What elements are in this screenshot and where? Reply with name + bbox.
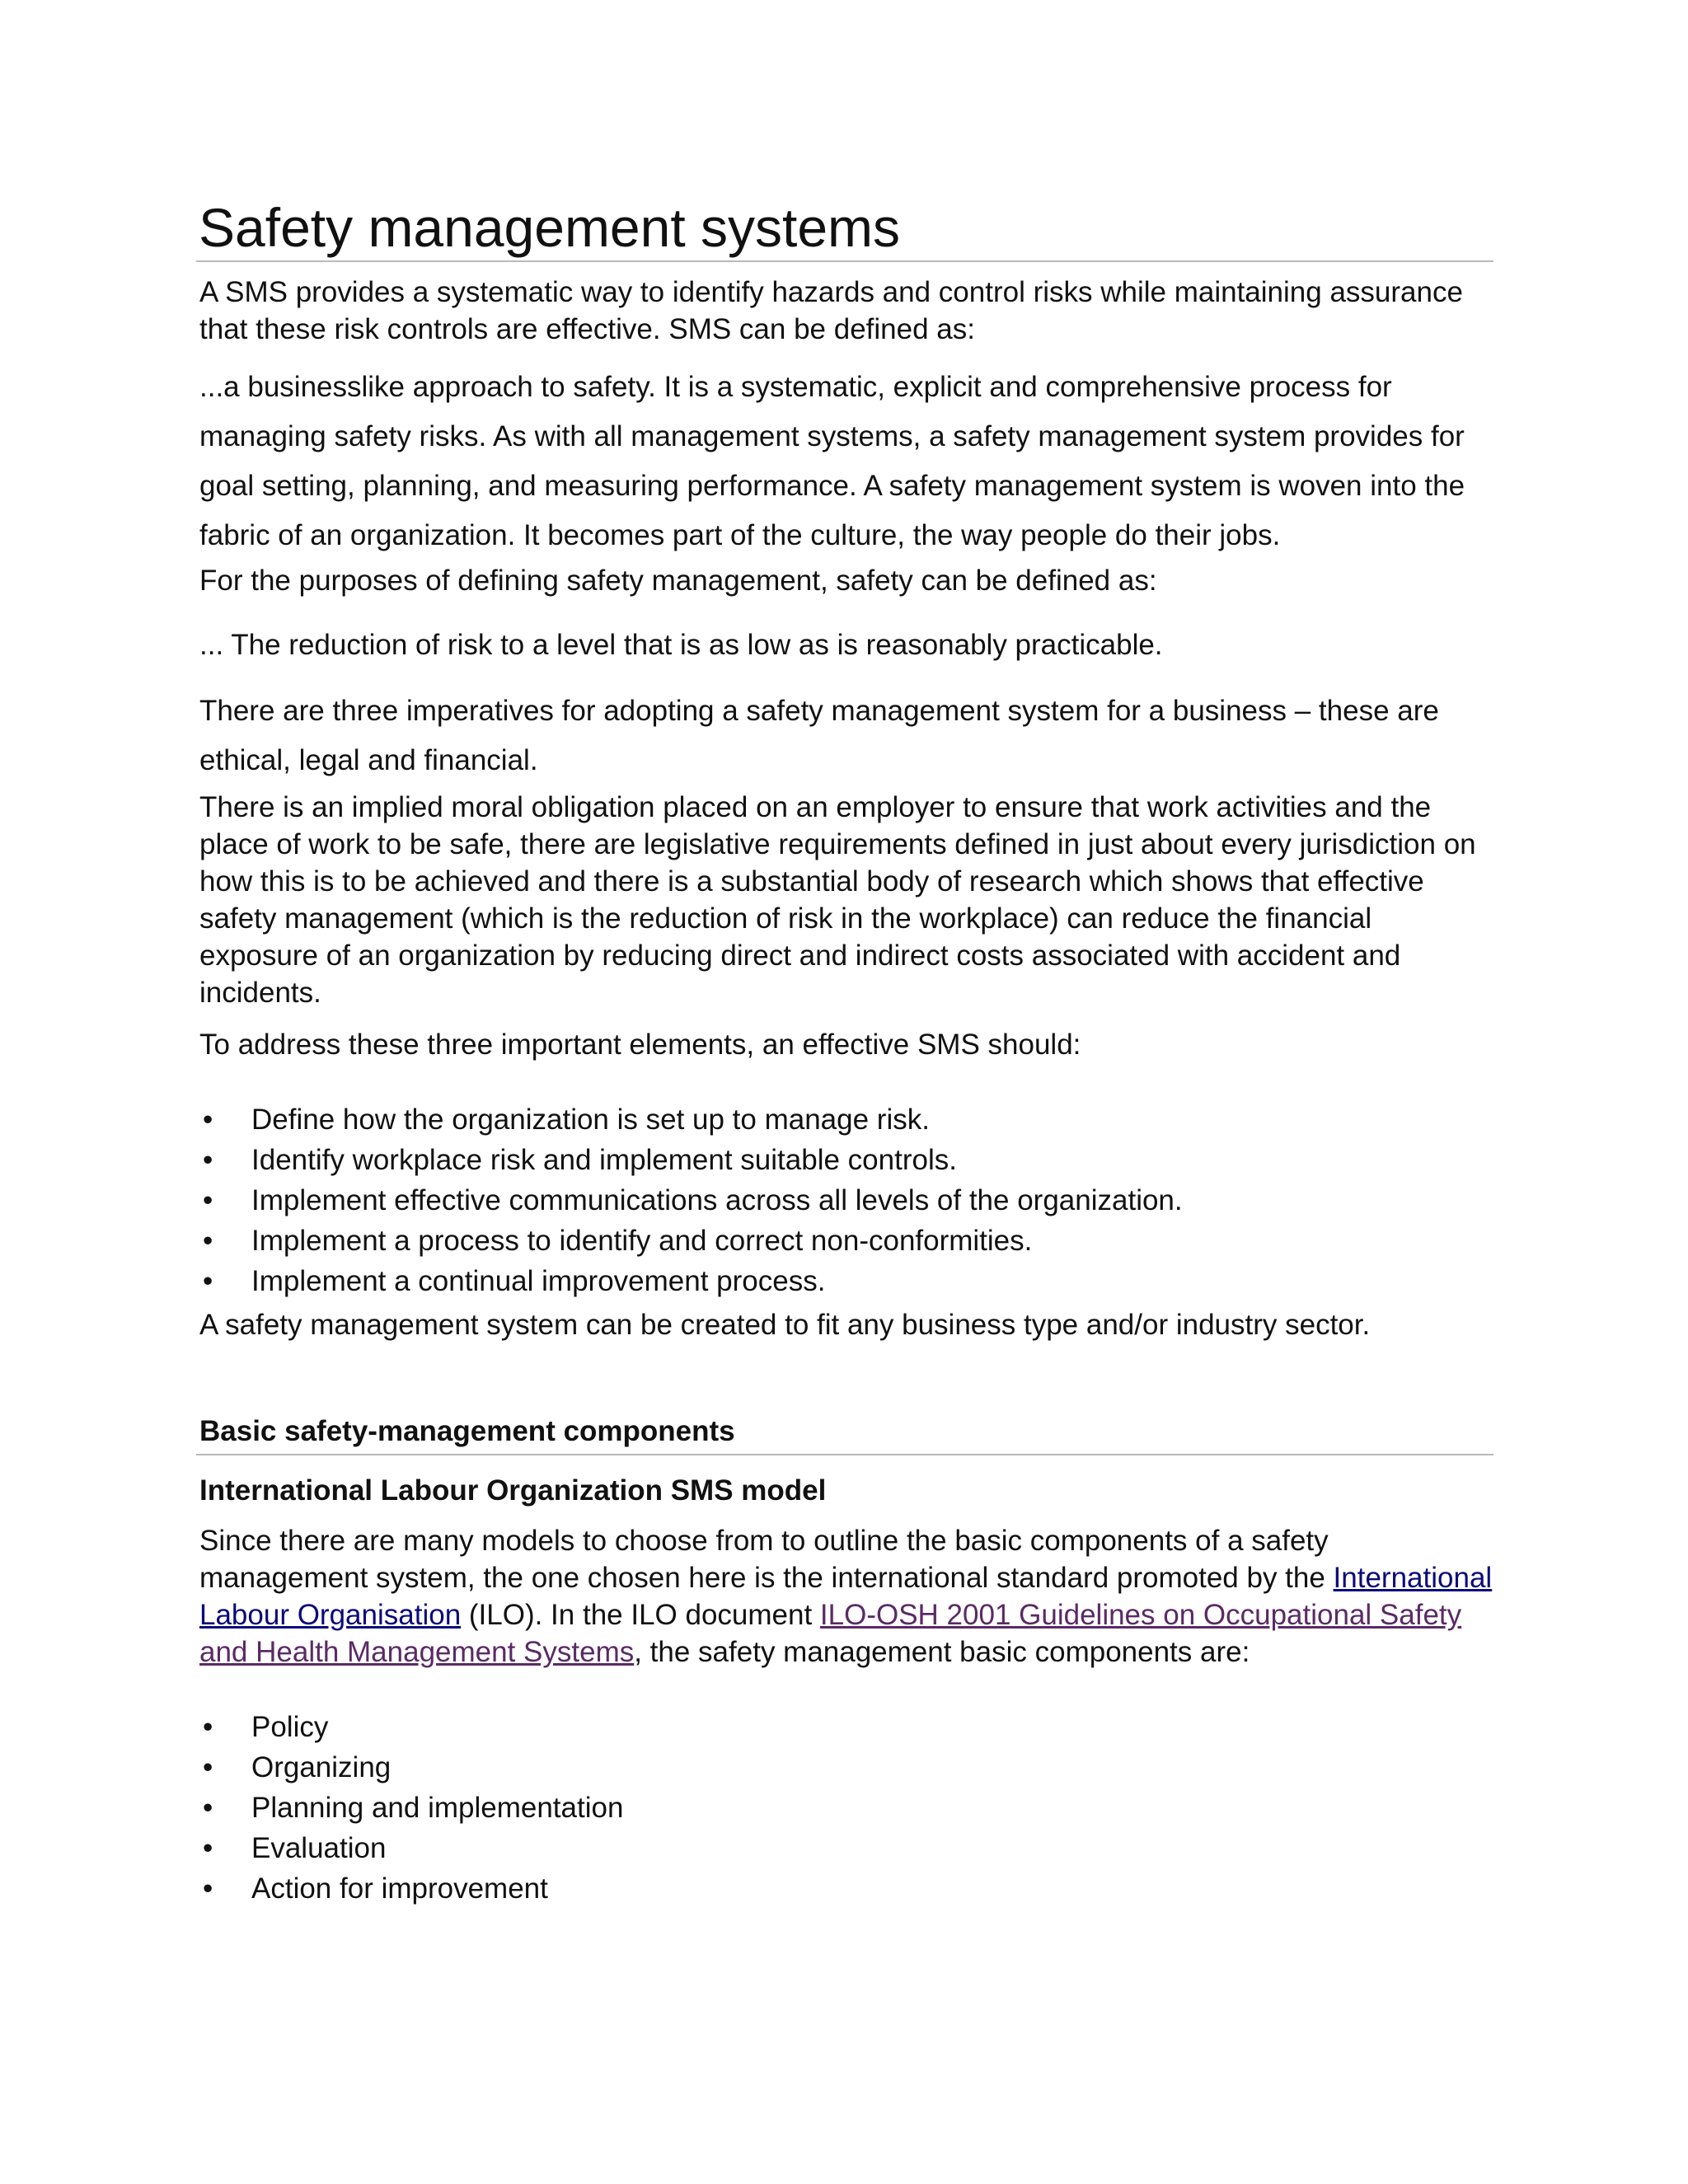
bullet-icon: • bbox=[203, 1832, 213, 1864]
list-item: • Implement a continual improvement process. bbox=[196, 1261, 1493, 1301]
ilo-heading: International Labour Organization SMS model bbox=[199, 1474, 827, 1507]
list-item: • Action for improvement bbox=[196, 1868, 1493, 1909]
components-list bbox=[196, 1707, 1493, 1909]
imperatives-paragraph: There are three imperatives for adopting a safety management system for a business – these are ethical, legal and financial. bbox=[199, 695, 1439, 776]
bullet-icon: • bbox=[203, 1792, 213, 1824]
bullet-icon: • bbox=[203, 1104, 213, 1136]
bullet-icon: • bbox=[203, 1225, 213, 1257]
list-item: • Identify workplace risk and implement suitable controls. bbox=[196, 1140, 1493, 1180]
list-item: • Define how the organization is set up to manage risk. bbox=[196, 1099, 1493, 1140]
bullet-icon: • bbox=[203, 1711, 213, 1743]
list-item: • Implement a process to identify and correct non-conformities. bbox=[196, 1221, 1493, 1261]
safety-definition-paragraph: For the purposes of defining safety management, safety can be defined as: bbox=[199, 565, 1157, 597]
bullet-icon: • bbox=[203, 1751, 213, 1783]
bullet-icon: • bbox=[203, 1184, 213, 1216]
bullet-icon: • bbox=[203, 1144, 213, 1176]
ilo-osh-guidelines-link[interactable]: ILO-OSH 2001 Guidelines on Occupational Safety and Health Management Systems bbox=[199, 1599, 1462, 1668]
list-item: • Policy bbox=[196, 1707, 1493, 1747]
list-item: • Planning and implementation bbox=[196, 1788, 1493, 1828]
document-page bbox=[196, 196, 1493, 1909]
list-item: • Evaluation bbox=[196, 1828, 1493, 1868]
list-item: • Organizing bbox=[196, 1747, 1493, 1788]
ilo-link[interactable]: International Labour Organisation bbox=[199, 1562, 1493, 1631]
bullet-icon: • bbox=[203, 1265, 213, 1297]
section-heading: Basic safety-management components bbox=[196, 1413, 1493, 1455]
risk-reduction-quote: ... The reduction of risk to a level that is as low as is reasonably practicable. bbox=[199, 629, 1163, 661]
bullet-icon: • bbox=[203, 1872, 213, 1905]
business-fit-paragraph: A safety management system can be created to fit any business type and/or industry sector. bbox=[199, 1309, 1371, 1341]
obligation-paragraph: There is an implied moral obligation placed on an employer to ensure that work activities and the place of work to be safe, there are legislative requirements defined in just about every jurisdiction on how this is to be achieved and there is a substantial body of research which shows that effective safety management (which is the reduction of risk in the workplace) can reduce the financial exposure of an organization by reducing direct and indirect costs associated with accident and incidents. bbox=[199, 791, 1476, 1009]
intro-paragraph: A SMS provides a systematic way to identify hazards and control risks while maintaining assurance that these risk controls are effective. SMS can be defined as: bbox=[199, 276, 1463, 345]
address-elements-paragraph: To address these three important elements, an effective SMS should: bbox=[199, 1029, 1081, 1061]
list-item: • Implement effective communications across all levels of the organization. bbox=[196, 1180, 1493, 1221]
definition-quote: ...a businesslike approach to safety. It is a systematic, explicit and comprehensive process for managing safety risks. As with all management systems, a safety management system provides for goal setting, planning, and measuring performance. A safety management system is woven into the fabric of an organization. It becomes part of the culture, the way people do their jobs. bbox=[199, 371, 1465, 551]
sms-requirements-list bbox=[196, 1099, 1493, 1301]
page-title: Safety management systems bbox=[196, 196, 1493, 262]
ilo-paragraph: Since there are many models to choose from to outline the basic components of a safety management system, the one chosen here is the international standard promoted by the International Labour Organisation (ILO). In the ILO document ILO-OSH 2001 Guidelines on Occupational Safety and Health Management Systems, the safety management basic components are: bbox=[199, 1525, 1493, 1668]
